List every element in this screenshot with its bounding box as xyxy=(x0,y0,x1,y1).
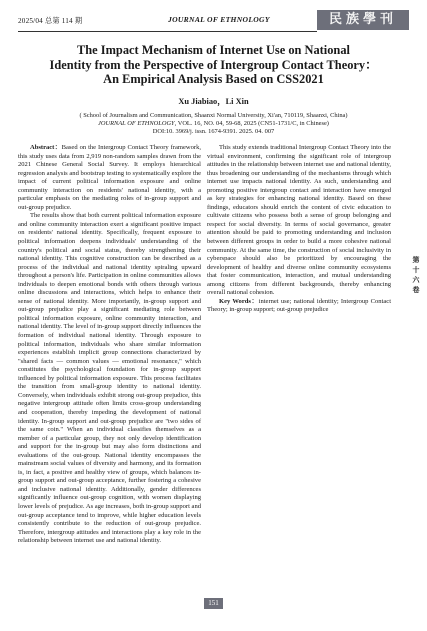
abstract-p1-text: Based on the Intergroup Contact Theory framework, this study uses data from 2,919 non-random samples drawn from the 2021 Chinese General Social Survey. It employs hierarchical regression analysis and bootstrap testing to systematically explore the impact of current political information exposure and online community interaction on residents' national identity, with a particular emphasis on the mediating roles of in-group support and out-group prejudice. xyxy=(18,144,201,211)
header-rule xyxy=(18,31,317,32)
volume-side-label xyxy=(410,255,422,295)
citation-details: , VOL. 16, NO. 04, 59-68, 2025 (CN51-1731/C, in Chinese) xyxy=(174,120,329,128)
title-line-2: Identity from the Perspective of Intergroup Contact Theory： xyxy=(49,57,378,72)
abstract-paragraph-2: The results show that both current political information exposure and online community interaction exert a significant positive impact on residents' national identity. Specifically, frequent exposure to political information deepens individuals' understanding of the country's political and social status, thereby strengthening their national identity. This cognitive construction can be described as a process of the individual and national identity spiraling upward throughout a person's life. Participation in online communities allows individuals to deepen emotional bonds with others through various online discussions and interactions, which helps to enhance their sense of national identity. More importantly, in-group support and out-group prejudice play a significant mediating role between political information exposure, online community interaction, and national identity. The level of in-group support directly influences the formation of individual national identity. Through exposure to political information, individuals who share similar information experiences establish implicit group connections characterized by "shared facts — common values — emotional resonance," which constitutes the psychological foundation for in-group support influenced by political information exposure. This process facilitates the transition from small-group identity to national identity. Conversely, when individuals exhibit strong out-group prejudice, this negative intergroup attitude often limits cross-group understanding and cooperation, thereby impeding the development of national identity. In-group support and out-group prejudice are "two sides of the same coin." When an individual classifies themselves as a member of a particular group, they not only develop identification and support for the in-group but may also form distinctions and evaluations of the out-group. National identity encompasses the mainstream social values of diversity and harmony, and its formation is, in fact, a positive and healthy view of groups, which balances in-group support and out-group acceptance, further fostering a cohesive and inclusive national identity. Additionally, gender differences significantly influence out-group cognition, with women displaying lower levels of prejudice. As age increases, both in-group support and out-group acceptance tend to improve, while higher education levels consistently contribute to the reduction of out-group prejudice. Therefore, intergroup attitudes and interactions play a key role in the relationship between internet use and national identity. xyxy=(18,212,201,545)
issue-info: 2025/04 总第 114 期 xyxy=(18,17,83,25)
side-char-4: 卷 xyxy=(412,286,420,294)
journal-logo: 民族學刊 xyxy=(317,10,409,30)
title-line-1: The Impact Mechanism of Internet Use on National xyxy=(77,43,350,57)
abstract-paragraph-1 xyxy=(18,144,201,212)
column-right xyxy=(207,144,391,315)
citation-line xyxy=(30,120,397,128)
keywords-label: Key Words： xyxy=(219,297,259,305)
abstract-label: Abstract： xyxy=(30,144,62,151)
article-title xyxy=(30,43,397,87)
keywords-text: internet use; national identity; Intergroup Contact Theory; in-group support; out-group prejudice xyxy=(207,297,392,314)
column-left xyxy=(18,144,201,546)
journal-name: JOURNAL OF ETHNOLOGY xyxy=(168,15,270,24)
citation-journal: JOURNAL OF ETHNOLOGY xyxy=(98,120,175,128)
doi: DOI:10. 3969/j. issn. 1674-9391. 2025. 04. 007 xyxy=(152,128,275,136)
side-char-2: 十 xyxy=(412,266,420,274)
title-line-3: An Empirical Analysis Based on CSS2021 xyxy=(103,72,324,87)
authors: Xu Jiabiao，Li Xin xyxy=(178,97,249,106)
side-char-1: 第 xyxy=(412,256,420,264)
affiliation-block xyxy=(30,112,397,137)
running-header xyxy=(18,10,409,30)
affiliation: ( School of Journalism and Communication, Shaanxi Normal University, Xi'an, 710119, Shaanxi, China) xyxy=(79,112,348,119)
abstract-paragraph-3: This study extends traditional Intergroup Contact Theory into the virtual environment, confirming the significant role of intergroup attitudes in the relationship between internet use and national identity, thus broadening our understanding of the mechanisms through which internet use impacts national identity. As such, understanding and promoting positive intergroup contact and interaction have emerged as key strategies for enhancing national identity. Based on these findings, educators should enrich the content of civic education to cultivate citizens who possess both a sense of group belonging and respect for social diversity. In terms of social governance, greater attention should be paid to promoting understanding and inclusion between different groups in order to build a more cohesive national community. At the same time, the construction of social inclusivity in cyberspace should also be prioritized by encouraging the development of healthy and diverse online community ecosystems that foster communication, interaction, and mutual understanding among citizens from different backgrounds, thereby enhancing overall national cohesion. xyxy=(207,144,391,297)
side-char-3: 六 xyxy=(412,276,420,284)
page-number: 151 xyxy=(204,598,223,609)
keywords-paragraph xyxy=(207,298,391,315)
